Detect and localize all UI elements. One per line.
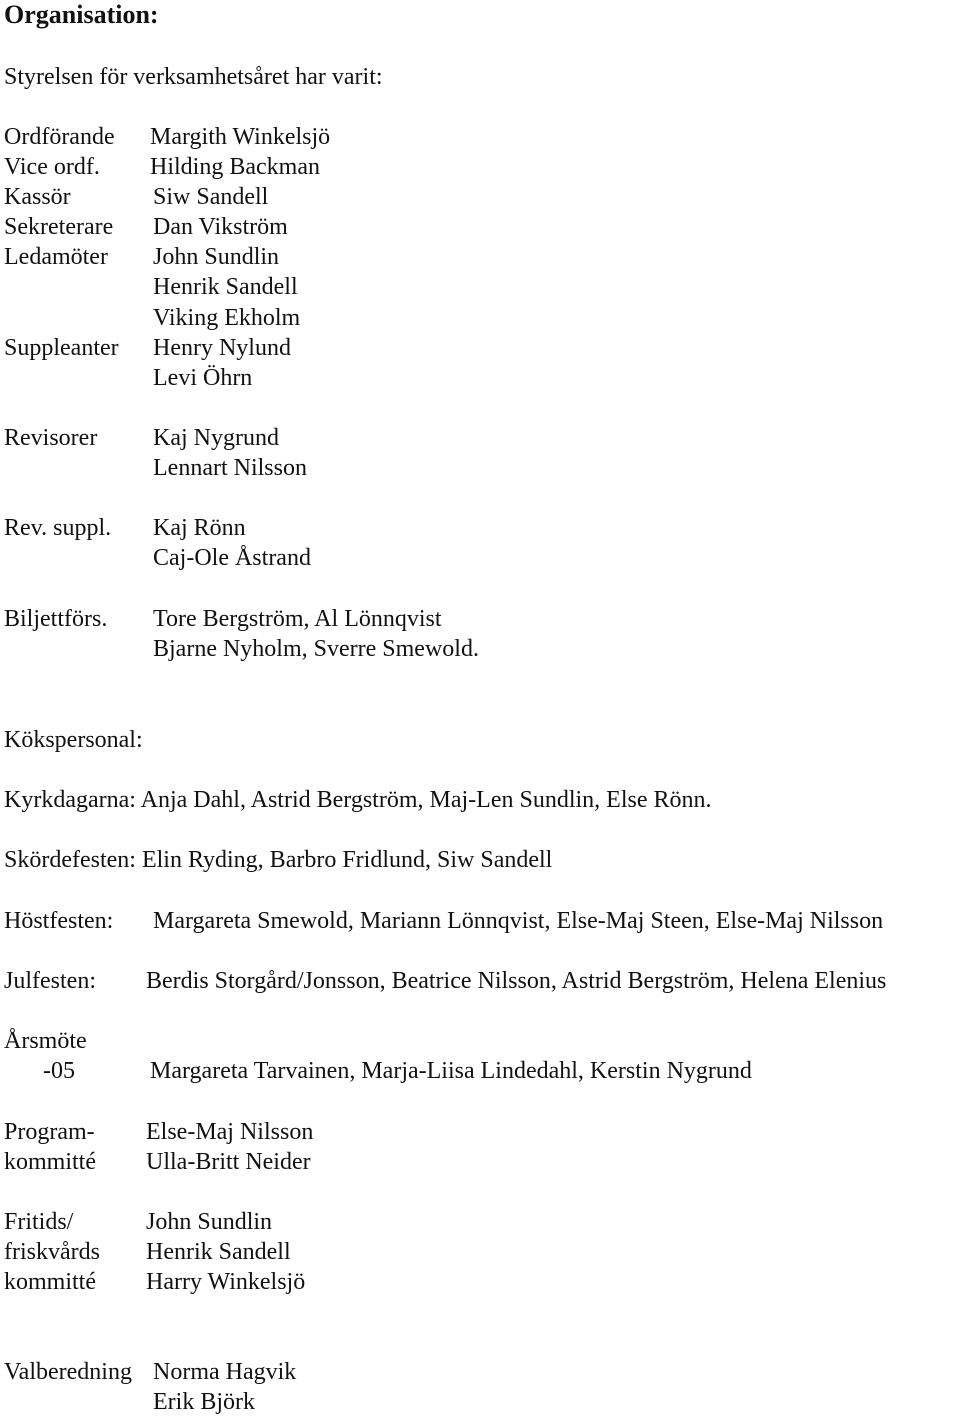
role-label: Kassör — [4, 184, 71, 210]
role-label: Suppleanter — [4, 335, 119, 361]
role-label: Biljettförs. — [4, 606, 108, 632]
role-label: -05 — [43, 1058, 75, 1084]
kitchen-row — [4, 845, 552, 875]
member-name: Norma Hagvik — [153, 1359, 297, 1385]
member-name: Henrik Sandell — [153, 274, 298, 300]
event-names: Berdis Storgård/Jonsson, Beatrice Nilsson, Astrid Bergström, Helena Elenius — [146, 968, 887, 994]
member-name: Erik Björk — [153, 1389, 255, 1415]
role-label: Rev. suppl. — [4, 515, 112, 541]
role-label: Revisorer — [4, 425, 98, 451]
member-name: Tore Bergström, Al Lönnqvist — [153, 606, 442, 632]
member-name: Margith Winkelsjö — [150, 124, 331, 150]
role-label: Program- — [4, 1119, 95, 1145]
member-name: Henrik Sandell — [146, 1239, 291, 1265]
event-names: Margareta Smewold, Mariann Lönnqvist, Else-Maj Steen, Else-Maj Nilsson — [153, 908, 884, 934]
member-name: John Sundlin — [153, 244, 280, 270]
role-label: Sekreterare — [4, 214, 114, 240]
role-label: Fritids/ — [4, 1209, 74, 1235]
member-name: Else-Maj Nilsson — [146, 1119, 314, 1145]
member-name: Siw Sandell — [153, 184, 269, 210]
event-label: Kyrkdagarna: — [4, 787, 136, 813]
member-name: Henry Nylund — [153, 335, 291, 361]
member-name: Dan Vikström — [153, 214, 288, 240]
role-label: kommitté — [4, 1149, 96, 1175]
member-name: Margareta Tarvainen, Marja-Liisa Lindedahl, Kerstin Nygrund — [150, 1058, 752, 1084]
member-name: Lennart Nilsson — [153, 455, 307, 481]
event-names: Anja Dahl, Astrid Bergström, Maj-Len Sundlin, Else Rönn. — [140, 787, 712, 813]
member-name: Levi Öhrn — [153, 365, 253, 391]
member-name: Viking Ekholm — [153, 305, 301, 331]
event-label: Höstfesten: — [4, 908, 114, 934]
member-name: Hilding Backman — [150, 154, 320, 180]
section-heading: Kökspersonal: — [4, 727, 143, 753]
event-names: Elin Ryding, Barbro Fridlund, Siw Sandell — [141, 847, 553, 873]
page-title: Organisation: — [4, 0, 159, 29]
role-label: Ordförande — [4, 124, 115, 150]
role-label: Ledamöter — [4, 244, 108, 270]
member-name: Harry Winkelsjö — [146, 1269, 306, 1295]
member-name: Kaj Rönn — [153, 515, 246, 541]
role-label: Vice ordf. — [4, 154, 100, 180]
member-name: John Sundlin — [146, 1209, 273, 1235]
role-label: Valberedning — [4, 1359, 132, 1385]
role-label: friskvårds — [4, 1239, 100, 1265]
member-name: Kaj Nygrund — [153, 425, 279, 451]
member-name: Bjarne Nyholm, Sverre Smewold. — [153, 636, 479, 662]
member-name: Caj-Ole Åstrand — [153, 545, 311, 571]
member-name: Ulla-Britt Neider — [146, 1149, 311, 1175]
kitchen-row — [4, 785, 711, 815]
role-label: Årsmöte — [4, 1028, 87, 1054]
event-label: Julfesten: — [4, 968, 96, 994]
intro-text: Styrelsen för verksamhetsåret har varit: — [4, 64, 383, 90]
role-label: kommitté — [4, 1269, 96, 1295]
event-label: Skördefesten: — [4, 847, 136, 873]
